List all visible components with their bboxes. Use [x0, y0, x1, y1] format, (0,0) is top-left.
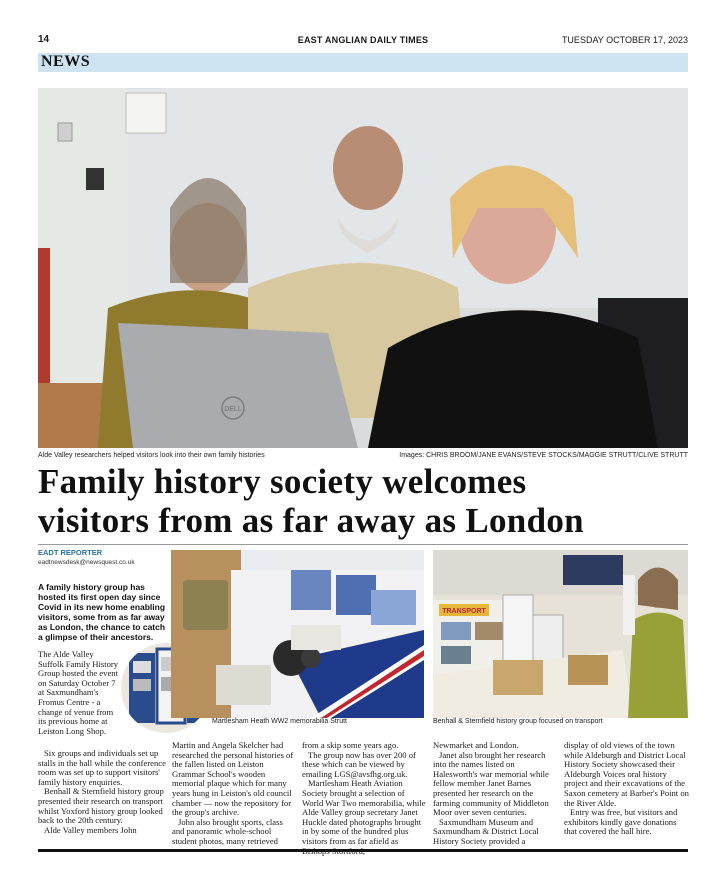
transport-sign-text: TRANSPORT: [442, 608, 486, 615]
headline-line-1: Family history society welcomes: [38, 462, 527, 501]
body-column-4: [433, 741, 558, 847]
byline-name: EADT REPORTER: [38, 548, 103, 557]
memorabilia-photo: [171, 550, 424, 718]
body-paragraph: John also brought sports, class and panoramic whole-school student photos, many retrieved: [172, 816, 283, 846]
headline-line-2: visitors from as far away as London: [38, 501, 584, 540]
body-paragraph: from a skip some years ago.: [302, 740, 399, 750]
body-column-1-cont: [38, 749, 166, 835]
body-paragraph: Benhall & Sternfield history group presented their research on transport whilst Yoxford history group looked back to the 20th century.: [38, 786, 164, 826]
body-paragraph: Alde Valley members John: [44, 824, 137, 835]
body-column-2: [172, 741, 297, 847]
headline-rule: [38, 544, 688, 545]
byline: [38, 548, 168, 566]
body-paragraph: Newmarket and London.: [433, 740, 519, 750]
section-label: NEWS: [41, 53, 91, 70]
main-photo-caption: Alde Valley researchers helped visitors look into their own family histories: [38, 452, 265, 459]
body-paragraph: The Alde Valley Suffolk Family History Group hosted the event on Saturday October 7 at Saxmundham's Fromus Centre - a change of venue from its previous home at Leiston Long Shop.: [38, 649, 119, 736]
headline: [38, 462, 698, 540]
section-bar: [38, 53, 688, 72]
memorabilia-caption: Martlesham Heath WW2 memorabilia Strutt: [212, 718, 347, 725]
body-paragraph: Saxmundham Museum and Saxmundham & District Local History Society provided a: [433, 816, 539, 846]
laptop-logo-text: DELL: [224, 406, 242, 413]
page-header: [38, 34, 688, 48]
byline-email: eadtnewsdesk@newsquest.co.uk: [38, 559, 135, 566]
body-paragraph: Martin and Angela Skelcher had researched the personal histories of the fallen listed on Leiston Grammar School's wooden memorial plaque which for many years hung in Leiston's old council chamber — now the repository for the group's archive.: [172, 740, 294, 818]
standfirst: A family history group has hosted its first open day since Covid in its new home enabling visitors, some from as far away as London, the chance to catch a glimpse of their ancestors.: [38, 582, 166, 642]
transport-caption: Benhall & Sternfield history group focused on transport: [433, 718, 603, 725]
body-column-1: [38, 650, 120, 736]
page-number: 14: [38, 34, 50, 45]
body-column-3: [302, 741, 427, 856]
body-paragraph: The group now has over 200 of these which can be viewed by emailing LGS@avsfhg.org.uk.: [302, 749, 416, 779]
main-photo-credit: Images: CHRIS BROOM/JANE EVANS/STEVE STOCKS/MAGGIE STRUTT/CLIVE STRUTT: [399, 452, 688, 459]
main-photo: [38, 88, 688, 448]
body-paragraph: Martlesham Heath Aviation Society brought a selection of World War Two memorabilia, while Alde Valley group secretary Janet Huckle dated photographs brought in by some of the hundred plus visitors from as far afield as: [302, 778, 426, 846]
bottom-rule: [38, 849, 688, 852]
paper-name: EAST ANGLIAN DAILY TIMES: [297, 35, 429, 45]
body-paragraph: Entry was free, but visitors and exhibitors kindly gave donations that covered the hall hire.: [564, 807, 678, 837]
body-paragraph: display of old views of the town while Aldeburgh and District Local History Society showcased their Aldeburgh Voices oral history project and their excavations of the Saxon cemetery at Barber's Point on the River Alde.: [564, 740, 689, 808]
body-paragraph: Six groups and individuals set up stalls in the hall while the conference room was set up to support visitors' family history enquiries.: [38, 748, 166, 787]
transport-photo: [433, 550, 688, 718]
body-paragraph: Janet also brought her research into the names listed on Halesworth's war memorial while fellow member Janet Barnes presented her research on the farming community of Middleton Moor over seven centuries.: [433, 749, 549, 818]
issue-date: TUESDAY OCTOBER 17, 2023: [561, 35, 688, 45]
body-column-5: [564, 741, 690, 837]
